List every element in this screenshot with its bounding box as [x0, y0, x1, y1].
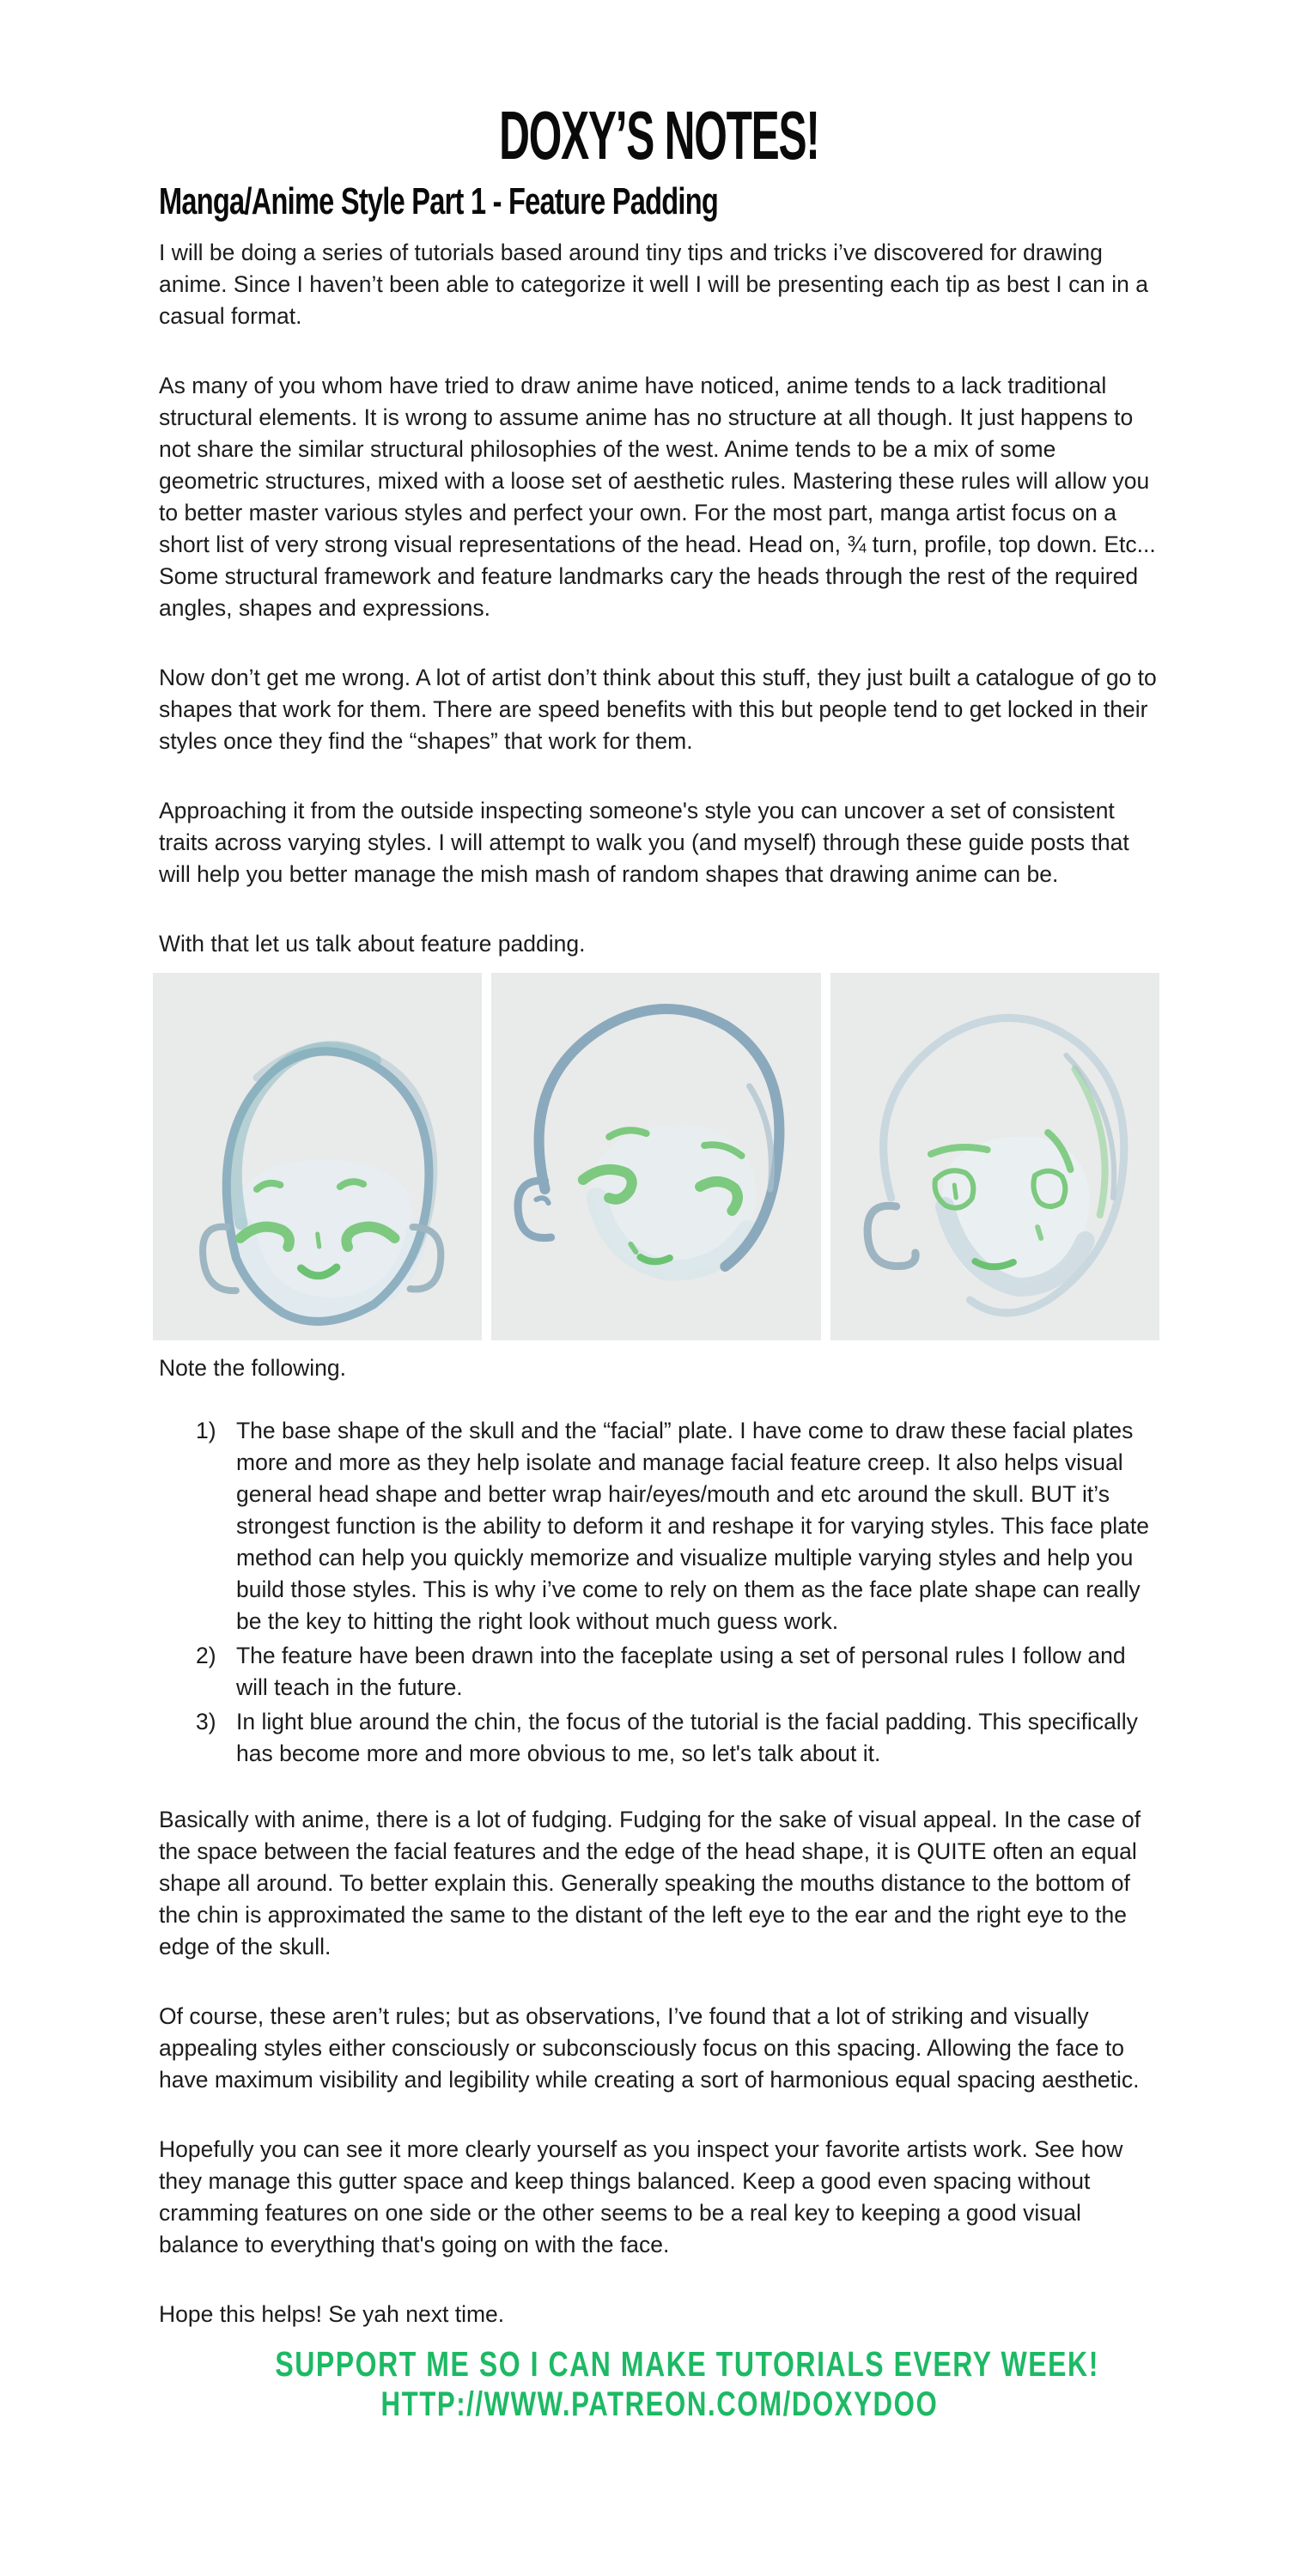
list-item-number: 3): [196, 1709, 216, 1735]
head-sketch-tilted: [830, 973, 1159, 1340]
page-subtitle: [159, 182, 1159, 222]
head-sketch-three-quarter: [491, 973, 820, 1340]
support-banner: [159, 2344, 1159, 2424]
list-item-text: In light blue around the chin, the focus of the tutorial is the facial padding. This specifically has become more and more obvious to me, so let's talk about it.: [236, 1709, 1138, 1766]
note-heading: Note the following.: [159, 1355, 347, 1381]
paragraph-intro-2: As many of you whom have tried to draw anime have noticed, anime tends to a lack traditional structural elements. It is wrong to assume anime has no structure at all though. It just happens to not share the similar structural philosophies of the west. Anime tends to be a mix of some geometric structures, mixed with a loose set of aesthetic rules. Mastering these rules will allow you to better master various styles and perfect your own. For the most part, manga artist focus on a short list of very strong visual representations of the head. Head on, ¾ turn, profile, top down. Etc... Some structural framework and feature landmarks cary the heads through the rest of the required angles, shapes and expressions.: [159, 373, 1156, 621]
page-subtitle-text: Manga/Anime Style Part 1 - Feature Padding: [159, 180, 719, 222]
page-title-text: DOXY’S NOTES!: [499, 97, 819, 173]
list-item: [159, 1640, 1159, 1704]
list-item-number: 1): [196, 1418, 216, 1443]
list-item: [159, 1706, 1159, 1770]
list-item: [159, 1415, 1159, 1637]
support-banner-line1-text: SUPPORT ME SO I CAN MAKE TUTORIALS EVERY WEEK!: [275, 2344, 1099, 2384]
support-banner-line1: [159, 2344, 1159, 2384]
illustration-panel-head-three-quarter: [491, 973, 820, 1340]
paragraph-body-1: Basically with anime, there is a lot of fudging. Fudging for the sake of visual appeal. In the case of the space between the facial features and the edge of the head shape, it is QUITE often an equal shape all around. To better explain this. Generally speaking the mouths distance to the bottom of the chin is approximated the same to the distant of the left eye to the ear and the right eye to the edge of the skull.: [159, 1807, 1141, 1959]
paragraph-intro-3: Now don’t get me wrong. A lot of artist don’t think about this stuff, they just built a catalogue of go to shapes that work for them. There are speed benefits with this but people tend to get locked in their styles once they find the “shapes” that work for them.: [159, 665, 1157, 754]
content-column: [159, 0, 1159, 2424]
paragraph-body-2: Of course, these aren’t rules; but as observations, I’ve found that a lot of striking and visually appealing styles either consciously or subconsciously focus on this spacing. Allowing the face to have maximum visibility and legibility while creating a sort of harmonious equal spacing aesthetic.: [159, 2003, 1140, 2093]
list-item-number: 2): [196, 1643, 216, 1668]
lead-in-line: With that let us talk about feature padding.: [159, 931, 586, 957]
illustration-panel-head-tilted: [830, 973, 1159, 1340]
page-title: [159, 97, 1159, 173]
paragraph-intro-1: I will be doing a series of tutorials based around tiny tips and tricks i’ve discovered for drawing anime. Since I haven’t been able to categorize it well I will be presenting each tip as best I can in a casual format.: [159, 240, 1148, 329]
illustration-panels: [153, 973, 1159, 1340]
numbered-list: [159, 1415, 1159, 1770]
paragraph-intro-4: Approaching it from the outside inspecting someone's style you can uncover a set of consistent traits across varying styles. I will attempt to walk you (and myself) through these guide posts that will help you better manage the mish mash of random shapes that drawing anime can be.: [159, 798, 1129, 887]
head-sketch-front: [153, 973, 482, 1340]
patreon-url: [159, 2384, 1159, 2424]
patreon-url-text: HTTP://WWW.PATREON.COM/DOXYDOO: [380, 2385, 938, 2423]
list-item-text: The feature have been drawn into the faceplate using a set of personal rules I follow and will teach in the future.: [236, 1643, 1126, 1700]
signoff-line: Hope this helps! Se yah next time.: [159, 2301, 505, 2327]
paragraph-body-3: Hopefully you can see it more clearly yourself as you inspect your favorite artists work. See how they manage this gutter space and keep things balanced. Keep a good even spacing without cramming features on one side or the other seems to be a real key to keeping a good visual balance to everything that's going on with the face.: [159, 2136, 1123, 2257]
illustration-panel-head-front: [153, 973, 482, 1340]
list-item-text: The base shape of the skull and the “facial” plate. I have come to draw these facial plates more and more as they help isolate and manage facial feature creep. It also helps visual general head shape and better wrap hair/eyes/mouth and etc around the skull. BUT it’s strongest function is the ability to deform it and reshape it for varying styles. This face plate method can help you quickly memorize and visualize multiple varying styles and help you build those styles. This is why i’ve come to rely on them as the face plate shape can really be the key to hitting the right look without much guess work.: [236, 1418, 1149, 1634]
